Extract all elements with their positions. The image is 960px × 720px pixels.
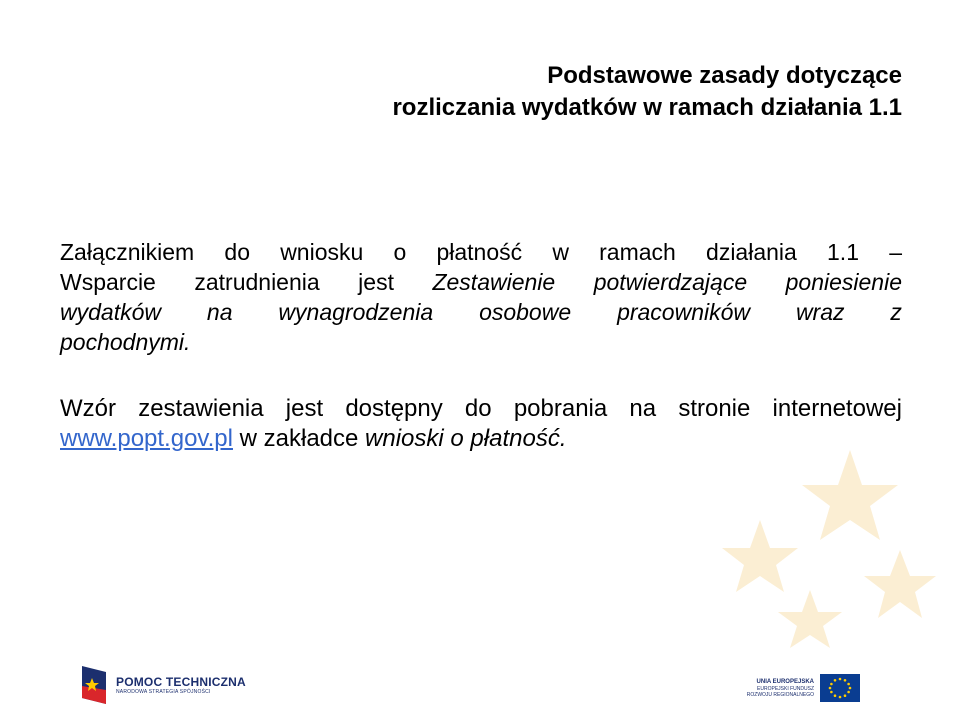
pomoc-techniczna-logo	[80, 664, 246, 708]
paragraph1-line4	[60, 327, 902, 357]
word: Załącznikiem	[60, 239, 195, 265]
word: 1.1	[827, 239, 859, 265]
word: do	[464, 395, 492, 422]
document-name-word: Zestawienie	[432, 269, 556, 295]
paragraph-template-info	[60, 394, 902, 454]
slide-title	[392, 60, 902, 124]
document-name-word: osobowe	[479, 299, 572, 325]
document-name-word: wydatków	[60, 299, 161, 325]
word: na	[629, 395, 657, 422]
eu-fund-logo	[747, 673, 860, 703]
word: jest	[358, 269, 394, 295]
document-name-word: potwierdzające	[593, 269, 748, 295]
tab-name-text: wnioski o płatność.	[365, 425, 567, 452]
document-name-word: z	[890, 299, 902, 325]
word: stronie	[678, 395, 751, 422]
logo-subtitle: NARODOWA STRATEGIA SPÓJNOŚCI	[116, 689, 211, 695]
dash: –	[889, 239, 902, 265]
document-name-word: wynagrodzenia	[278, 299, 434, 325]
paragraph-attachment	[60, 237, 902, 357]
eu-line-2: EUROPEJSKI FUNDUSZ	[757, 685, 814, 692]
document-name-word: wraz	[795, 299, 845, 325]
title-line-2: rozliczania wydatków w ramach działania 1.1	[392, 94, 902, 121]
eu-flag-icon	[820, 674, 860, 702]
nss-flag-icon	[80, 664, 108, 708]
word: o	[393, 239, 407, 265]
word: Wsparcie	[60, 269, 156, 295]
word: Wzór	[60, 395, 116, 422]
word: jest	[285, 395, 324, 422]
word: wniosku	[280, 239, 364, 265]
popt-website-link[interactable]: www.popt.gov.pl	[60, 425, 233, 452]
word: w	[552, 239, 569, 265]
word: płatność	[436, 239, 523, 265]
paragraph1-line3	[60, 297, 902, 327]
document-name-word: pracowników	[617, 299, 751, 325]
star-watermark-icon	[700, 430, 960, 670]
word: działania	[706, 239, 797, 265]
word: dostępny	[345, 395, 443, 422]
word: internetowej	[772, 395, 902, 422]
document-name-word: na	[206, 299, 233, 325]
word: ramach	[599, 239, 676, 265]
link-following-text: w zakładce	[232, 425, 366, 452]
eu-line-3: ROZWOJU REGIONALNEGO	[746, 691, 814, 698]
document-name-word: poniesienie	[785, 269, 902, 295]
word: zestawienia	[138, 395, 264, 422]
paragraph2-line2	[60, 424, 902, 454]
word: do	[224, 239, 250, 265]
title-line-1: Podstawowe zasady dotyczące	[547, 62, 902, 89]
paragraph1-line1	[60, 237, 902, 267]
word: pobrania	[513, 395, 608, 422]
paragraph1-line2	[60, 267, 902, 297]
word: zatrudnienia	[194, 269, 320, 295]
eu-line-1: UNIA EUROPEJSKA	[756, 678, 814, 685]
logo-title: POMOC TECHNICZNA	[116, 675, 246, 689]
paragraph2-line1	[60, 394, 902, 424]
document-name-word: pochodnymi.	[60, 329, 191, 355]
